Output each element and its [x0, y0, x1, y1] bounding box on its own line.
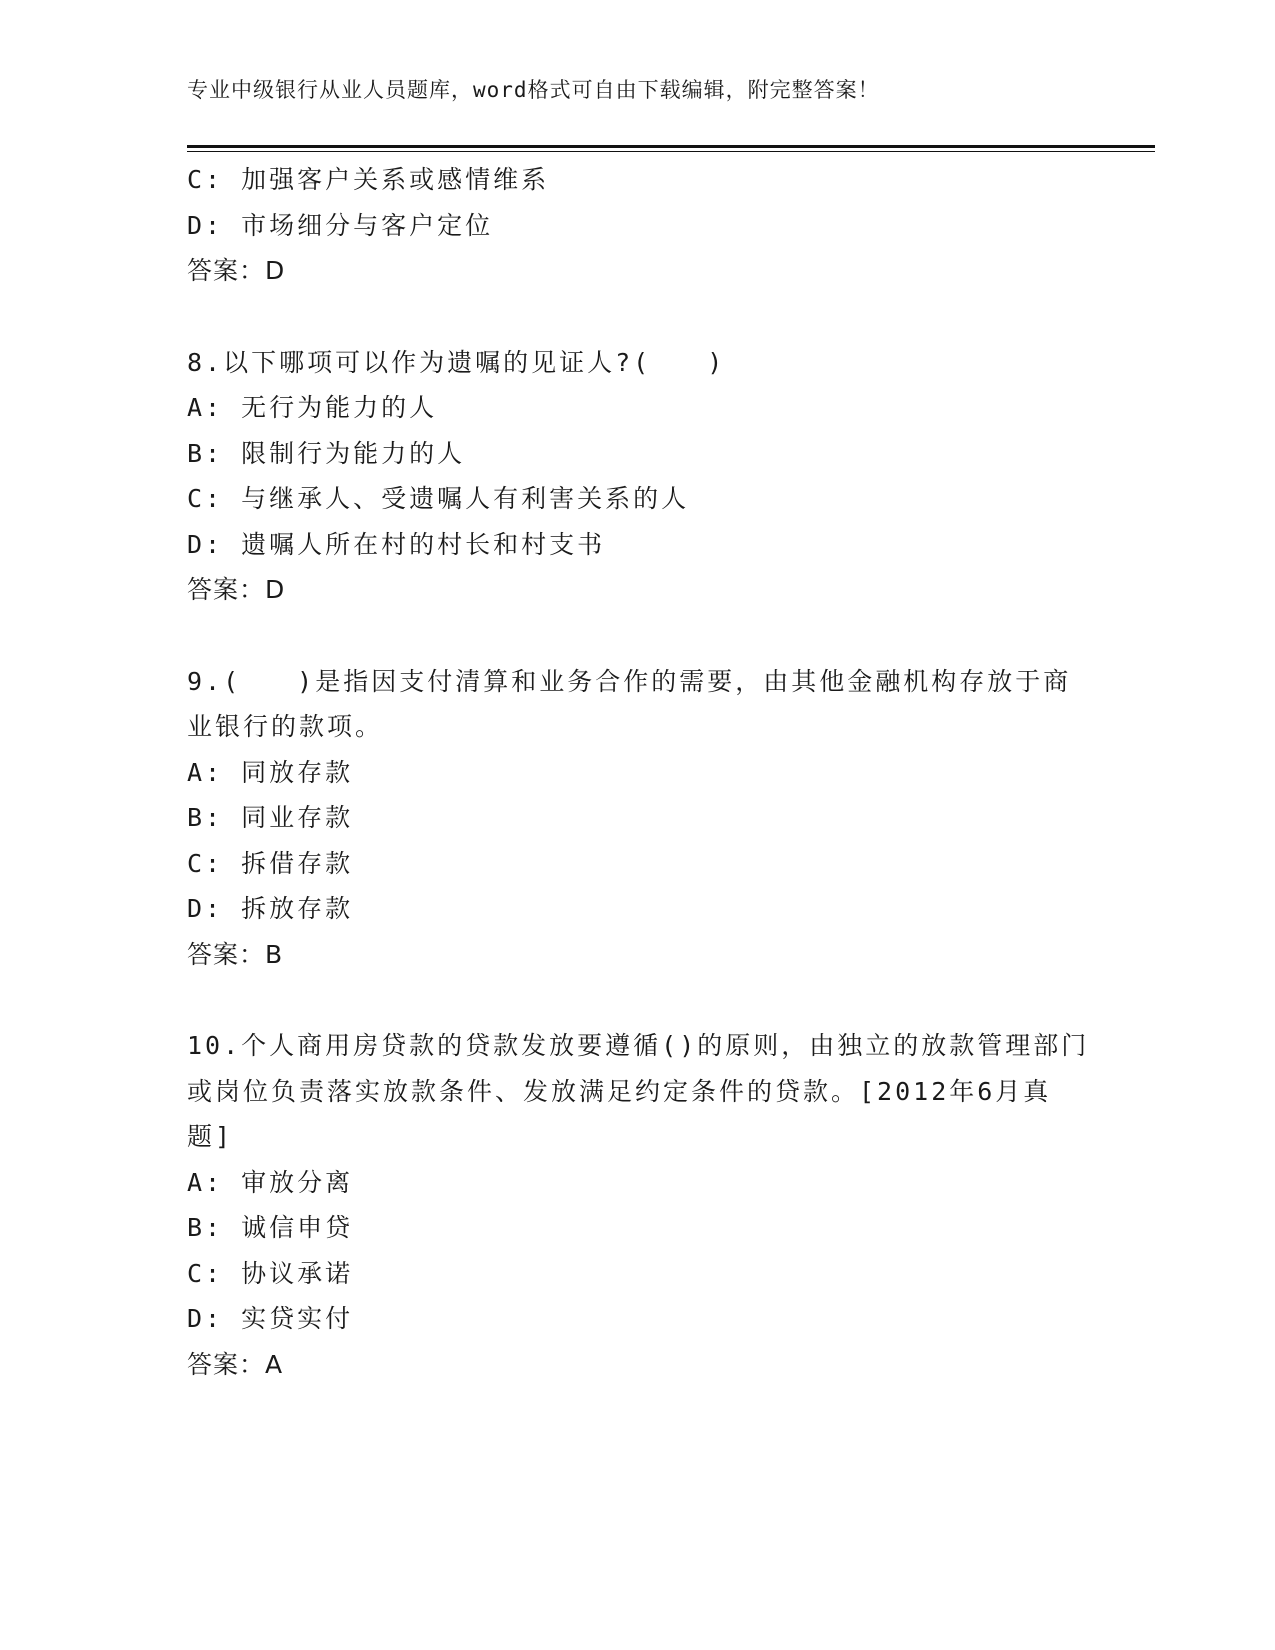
option-c: C: 与继承人、受遗嘱人有利害关系的人: [187, 484, 690, 513]
option-c: C: 加强客户关系或感情维系: [187, 165, 550, 194]
option-b: B: 诚信申贷: [187, 1213, 354, 1242]
answer-line: 答案：B: [187, 939, 284, 969]
question-9: [187, 659, 1092, 978]
option-d: D: 拆放存款: [187, 894, 354, 923]
question-stem: 9.( )是指因支付清算和业务合作的需要，由其他金融机构存放于商业银行的款项。: [187, 666, 1072, 741]
question-stem: 10.个人商用房贷款的贷款发放要遵循()的原则，由独立的放款管理部门或岗位负责落实放款条件、发放满足约定条件的贷款。[2012年6月真题]: [187, 1031, 1090, 1151]
option-b: B: 同业存款: [187, 803, 354, 832]
document-body: [187, 157, 1092, 1387]
option-d: D: 遗嘱人所在村的村长和村支书: [187, 529, 606, 559]
answer-line: 答案：D: [187, 256, 286, 285]
option-d: D: 市场细分与客户定位: [187, 210, 494, 240]
question-8: [187, 340, 1092, 613]
question-10: [187, 1023, 1092, 1387]
option-a: A: 同放存款: [187, 757, 354, 787]
option-a: A: 审放分离: [187, 1167, 354, 1197]
header-rule-thin: [187, 151, 1155, 152]
answer-line: 答案：D: [187, 575, 286, 604]
option-a: A: 无行为能力的人: [187, 393, 438, 422]
page-header: 专业中级银行从业人员题库，word格式可自由下载编辑，附完整答案！: [187, 78, 880, 102]
option-c: C: 拆借存款: [187, 848, 354, 878]
option-b: B: 限制行为能力的人: [187, 438, 466, 468]
header-rule-thick: [187, 145, 1155, 148]
answer-line: 答案：A: [187, 1349, 284, 1379]
question-stem: 8.以下哪项可以作为遗嘱的见证人?( ): [187, 347, 726, 377]
option-d: D: 实贷实付: [187, 1304, 354, 1333]
previous-question-fragment: [187, 157, 1092, 294]
option-c: C: 协议承诺: [187, 1258, 354, 1288]
